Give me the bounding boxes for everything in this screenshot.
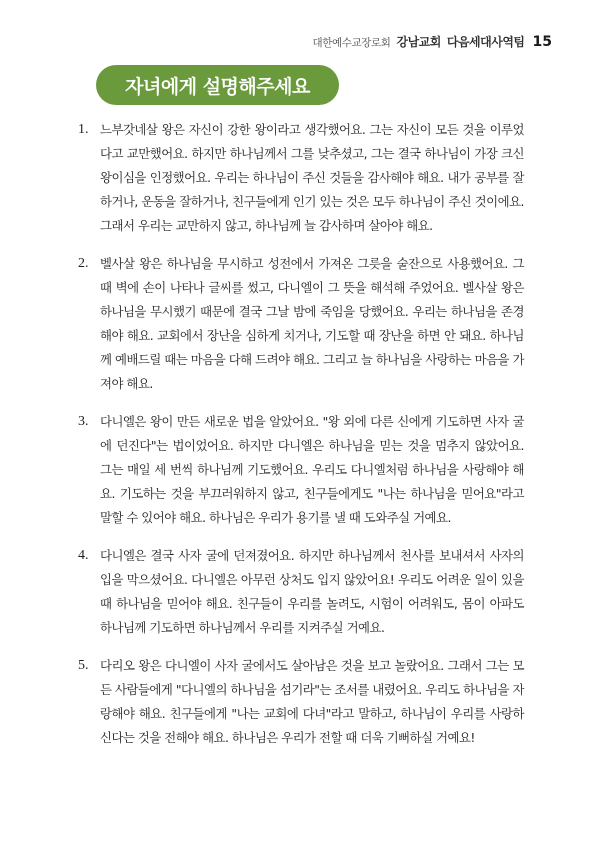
explanation-list (78, 118, 524, 764)
item-text: 다리오 왕은 다니엘이 사자 굴에서도 살아남은 것을 보고 놀랐어요. 그래서 그는 모든 사람들에게 "다니엘의 하나님을 섬기라"는 조서를 내렸어요. 우리도 하나님을 자랑해야 해요. 친구들에게 "나는 교회에 다녀"라고 말하고, 하나님이 우리를 사랑하신다는 것을 전해야 해요. 하나님은 우리가 전할 때 더욱 기뻐하실 거예요! (100, 658, 524, 745)
item-number: 4. (78, 548, 89, 563)
item-number: 3. (78, 414, 89, 429)
header-church-name: 강남교회 (396, 35, 441, 49)
item-text: 느부갓네살 왕은 자신이 강한 왕이라고 생각했어요. 그는 자신이 모든 것을 이루었다고 교만했어요. 하지만 하나님께서 그를 낮추셨고, 그는 결국 하나님이 가장 크신 왕이심을 인정했어요. 우리는 하나님이 주신 것들을 감사해야 해요. 내가 공부를 잘하거나, 운동을 잘하거나, 친구들에게 인기 있는 것은 모두 하나님이 주신 것이에요. 그래서 우리는 교만하지 않고, 하나님께 늘 감사하며 살아야 해요. (100, 122, 524, 233)
page-header (313, 33, 552, 50)
item-number: 1. (78, 122, 89, 137)
list-item (78, 654, 524, 750)
header-team: 다음세대사역팀 (446, 35, 525, 49)
item-text: 다니엘은 왕이 만든 새로운 법을 알았어요. "왕 외에 다른 신에게 기도하면 사자 굴에 던진다"는 법이었어요. 하지만 다니엘은 하나님을 믿는 것을 멈추지 않았어요. 그는 매일 세 번씩 하나님께 기도했어요. 우리도 다니엘처럼 하나님을 사랑해야 해요. 기도하는 것을 부끄러워하지 않고, 친구들에게도 "나는 하나님을 믿어요"라고 말할 수 있어야 해요. 하나님은 우리가 용기를 낼 때 도와주실 거예요. (100, 414, 524, 525)
item-text: 다니엘은 결국 사자 굴에 던져졌어요. 하지만 하나님께서 천사를 보내셔서 사자의 입을 막으셨어요. 다니엘은 아무런 상처도 입지 않았어요! 우리도 어려운 일이 있을 때 하나님을 믿어야 해요. 친구들이 우리를 놀려도, 시험이 어려워도, 몸이 아파도 하나님께 기도하면 하나님께서 우리를 지켜주실 거예요. (100, 548, 524, 635)
list-item (78, 252, 524, 396)
list-item (78, 118, 524, 238)
page-title: 자녀에게 설명해주세요 (125, 75, 310, 98)
title-banner (96, 65, 339, 105)
list-item (78, 410, 524, 530)
item-number: 5. (78, 658, 89, 673)
list-item (78, 544, 524, 640)
item-text: 벨사살 왕은 하나님을 무시하고 성전에서 가져온 그릇을 술잔으로 사용했어요. 그때 벽에 손이 나타나 글씨를 썼고, 다니엘이 그 뜻을 해석해 주었어요. 벨사살 왕은 하나님을 무시했기 때문에 결국 그날 밤에 죽임을 당했어요. 우리는 하나님을 존경해야 해요. 교회에서 장난을 심하게 치거나, 기도할 때 장난을 하면 안 돼요. 하나님께 예배드릴 때는 마음을 다해 드려야 해요. 그리고 늘 하나님을 사랑하는 마음을 가져야 해요. (100, 256, 524, 391)
item-number: 2. (78, 256, 89, 271)
header-church: 대한예수교장로회 (312, 37, 391, 49)
page-number: 15 (532, 34, 552, 50)
